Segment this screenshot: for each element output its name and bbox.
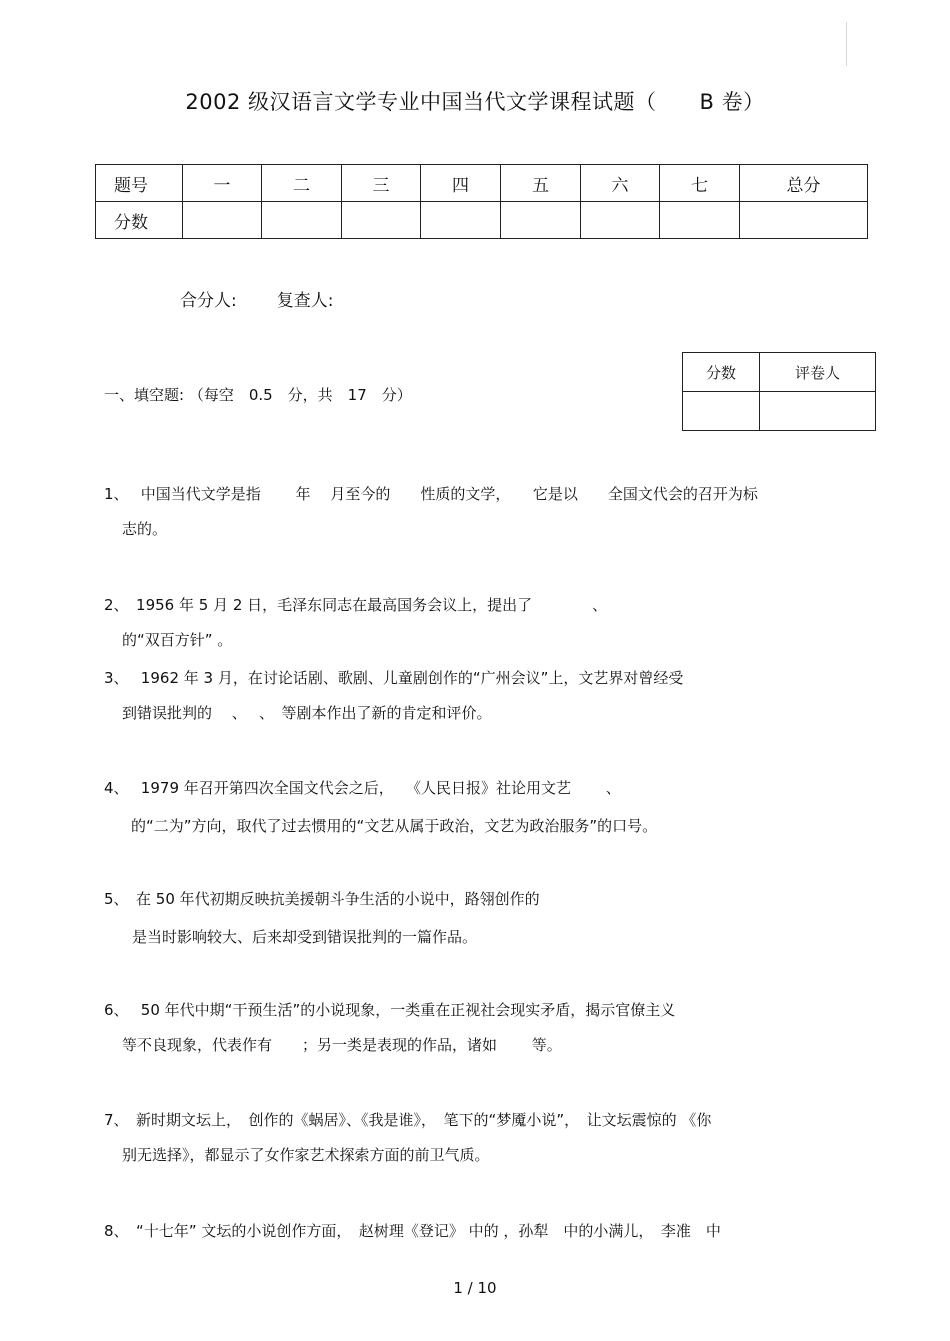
score-cell [421, 202, 501, 239]
page-edge-mark [846, 22, 847, 66]
grader-name-cell [760, 392, 876, 431]
section-heading: 一、填空题: （每空 0.5 分，共 17 分） [104, 386, 412, 404]
score-cell [740, 202, 868, 239]
question-6-line-2: 等不良现象，代表作有 ；另一类是表现的作品，诸如 等。 [122, 1036, 562, 1054]
question-3-line-1: 3、 1962 年 3 月，在讨论话剧、歌剧、儿童剧创作的“广州会议”上，文艺界对曾经受 [104, 669, 684, 687]
score-cell [262, 202, 342, 239]
grader-score-label: 分数 [683, 353, 760, 392]
score-row-label: 分数 [96, 202, 183, 239]
question-5-line-1: 5、 在 50 年代初期反映抗美援朝斗争生活的小说中，路翎创作的 [104, 890, 540, 908]
question-3-line-2: 到错误批判的 、 、 等剧本作出了新的肯定和评价。 [122, 704, 492, 722]
score-cell [183, 202, 262, 239]
score-header-cell: 七 [660, 165, 740, 202]
signers-line [180, 286, 333, 311]
page-title: 2002 级汉语言文学专业中国当代文学课程试题（ B 卷） [185, 90, 765, 114]
grader-score-cell [683, 392, 760, 431]
question-6-line-1: 6、 50 年代中期“干预生活”的小说现象，一类重在正视社会现实矛盾，揭示官僚主义 [104, 1001, 676, 1019]
review-label: 复查人: [276, 291, 334, 311]
score-cell [342, 202, 421, 239]
score-table-header-row [96, 165, 868, 202]
question-7-line-2: 别无选择》，都显示了女作家艺术探索方面的前卫气质。 [122, 1146, 490, 1164]
question-4-line-1: 4、 1979 年召开第四次全国文代会之后， 《人民日报》社论用文艺 、 [104, 779, 621, 797]
grader-table [682, 352, 876, 431]
question-2-line-1: 2、 1956 年 5 月 2 日，毛泽东同志在最高国务会议上，提出了 、 [104, 596, 608, 614]
question-4-line-2: 的“二为”方向，取代了过去惯用的“文艺从属于政治，文艺为政治服务”的口号。 [131, 817, 658, 835]
score-header-cell: 五 [501, 165, 581, 202]
score-header-cell: 二 [262, 165, 342, 202]
score-cell [660, 202, 740, 239]
score-cell [501, 202, 581, 239]
question-5-line-2: 是当时影响较大、后来却受到错误批判的一篇作品。 [132, 928, 478, 946]
grader-name-label: 评卷人 [760, 353, 876, 392]
question-1-line-1: 1、 中国当代文学是指 年 月至今的 性质的文学， 它是以 全国文代会的召开为标 [104, 485, 758, 503]
score-header-cell: 总分 [740, 165, 868, 202]
score-header-cell: 四 [421, 165, 501, 202]
question-7-line-1: 7、 新时期文坛上， 创作的《蜗居》、《我是谁》， 笔下的“梦魇小说”， 让文坛震惊的 《你 [104, 1111, 712, 1129]
score-header-cell: 一 [183, 165, 262, 202]
score-cell [581, 202, 660, 239]
score-header-cell: 六 [581, 165, 660, 202]
score-header-cell: 题号 [96, 165, 183, 202]
score-table [95, 164, 868, 239]
score-header-cell: 三 [342, 165, 421, 202]
question-1-line-2: 志的。 [122, 520, 168, 538]
question-8-line-1: 8、 “十七年” 文坛的小说创作方面， 赵树理《登记》 中的 ，孙犁 中的小满儿， 李准 中 [104, 1222, 721, 1240]
page-number: 1 / 10 [453, 1279, 497, 1297]
tally-label: 合分人: [180, 291, 237, 311]
question-2-line-2: 的“双百方针” 。 [122, 631, 233, 649]
score-table-value-row [96, 202, 868, 239]
